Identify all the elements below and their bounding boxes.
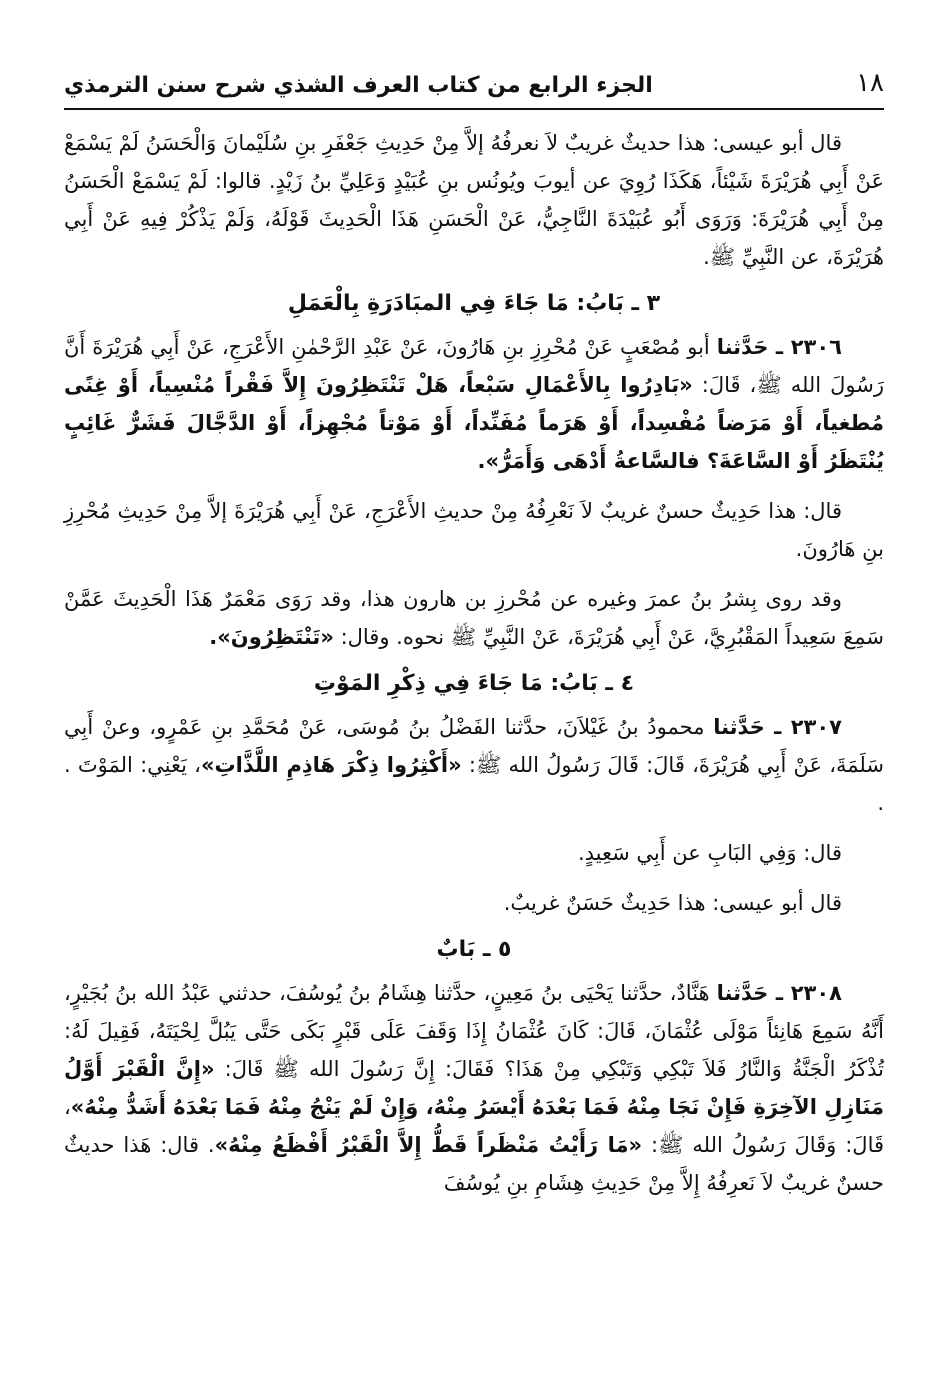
hadith-isnad: هَنَّادٌ، حدَّثنا يَحْيَى بنُ مَعِينٍ، حدَّثنا هِشَامُ بنُ يُوسُفَ، حدثني عَبْدُ الله بنُ بُجَيْرٍ، أَنَّهُ سَمِعَ هَانِئاً مَوْلَى عُثْمَانَ، قَالَ: كَانَ عُثْمَانُ إِذَا وَقَفَ عَلَى قَبْرٍ بَكَى حَتَّى يَبُلَّ لِحْيَتَهُ، فَقِيلَ لَهُ: تُذْكَرُ الْجَنَّةُ وَالنَّارُ فَلاَ تَبْكِي وَتَبْكِي مِنْ هَذَا؟ فَقَالَ: إِنَّ رَسُولَ الله ﷺ قَالَ: xyxy=(64,981,884,1081)
hadith-tail: ، يَعْنِي: المَوْتَ . . xyxy=(64,753,884,815)
paragraph-grading-2306: قال: هذا حَدِيثٌ حسنٌ غريبٌ لاَ نَعْرِفُهُ مِنْ حديثِ الأَعْرَجِ، عَنْ أَبِي هُرَيْرَةَ إلاَّ مِنْ حَدِيثِ مُحْرِزِ بنِ هَارُونَ. xyxy=(64,499,884,561)
hadith-matn: «بَادِرُوا بِالأَعْمَالِ سَبْعاً، هَلْ تَنْتَظِرُونَ إِلاَّ فَقْراً مُنْسِياً، أَوْ غِنًى مُطغياً، أَوْ مَرَضاً مُفْسِداً، أَوْ هَرَماً مُفَنِّداً، أَوْ مَوْتاً مُجْهِزاً، أَوْ الدَّجَّالَ فَشَرٌّ غَائِبٍ يُنْتَظَرُ أَوْ السَّاعَةَ؟ فالسَّاعةُ أَدْهَى وَأَمَرُّ». xyxy=(64,373,884,473)
hadith-2306 xyxy=(64,328,884,480)
hadith-matn-2: «مَا رَأَيْتُ مَنْظَراً قَطُّ إِلاَّ الْقَبْرُ أَفْظَعُ مِنْهُ» xyxy=(214,1133,643,1157)
running-title: الجزء الرابع من كتاب العرف الشذي شرح سنن الترمذي xyxy=(64,73,653,98)
chapter-heading-5: ٥ ـ بَابٌ xyxy=(436,937,512,962)
paragraph-abu-isa-comment: قال أبو عيسى: هذا حديثٌ غريبٌ لاَ نعرفُهُ إلاَّ مِنْ حَدِيثِ جَعْفَرِ بنِ سُلَيْمانَ وَالْحَسَنُ لَمْ يَسْمَعْ عَنْ أَبِي هُرَيْرَةَ شَيْئاً، هَكَذَا رُوِيَ عن أيوبَ ويُونُس بنِ عُبَيْدٍ وَعَلِيِّ بنُ زَيْدٍ. قالوا: لَمْ يَسْمَعْ الْحَسَنُ مِنْ أَبِي هُرَيْرَةَ: وَرَوَى أَبُو عُبَيْدَةَ النَّاجِيُّ، عَنْ الْحَسَنِ هَذَا الْحَدِيثَ قَوْلَهُ، وَلَمْ يَذْكُرْ فِيهِ عَنْ أَبِي هُرَيْرَةَ، عن النَّبِيِّ ﷺ. xyxy=(64,131,884,269)
page-header xyxy=(64,64,884,110)
page-number: ١٨ xyxy=(856,68,884,98)
hadith-matn: «أَكْثِرُوا ذِكْرَ هَاذِمِ اللَّذَّاتِ» xyxy=(200,753,462,777)
hadith-isnad: محمودُ بنُ غَيْلاَنَ، حدَّثنا الفَضْلُ بنُ مُوسَى، عَنْ مُحَمَّدِ بنِ عَمْرٍو، وعنْ أَبِي سَلَمَةَ، عَنْ أَبِي هُرَيْرَةَ، قَالَ: قَالَ رَسُولُ الله ﷺ: xyxy=(64,715,884,777)
paragraph-bab-note: قال: وَفِي البَابِ عن أَبِي سَعِيدٍ. xyxy=(577,841,842,865)
hadith-tail: . قال: هَذا حديثٌ حسنٌ غريبٌ لاَ نَعرِفُهُ إِلاَّ مِنْ حَدِيثِ هِشَامِ بنِ يُوسُفَ xyxy=(64,1133,884,1195)
hadith-number: ٢٣٠٨ ـ حَدَّثنا xyxy=(716,981,842,1005)
narration-note-bold: «تَنْتَظِرُونَ». xyxy=(209,625,334,649)
hadith-matn-1: «إِنَّ الْقَبْرَ أَوَّلُ مَنَازِلِ الآخِرَةِ فَإِنْ نَجَا مِنْهُ فَمَا بَعْدَهُ أَيْسَرُ مِنْهُ، وَإِنْ لَمْ يَنْجُ مِنْهُ فَمَا بَعْدَهُ أَشَدُّ مِنْهُ» xyxy=(64,1057,884,1119)
hadith-number: ٢٣٠٦ ـ حَدَّثنا xyxy=(716,335,842,359)
paragraph-grading-2307: قال أبو عيسى: هذا حَدِيثٌ حَسَنٌ غريبٌ. xyxy=(503,891,842,915)
hadith-number: ٢٣٠٧ ـ حَدَّثنا xyxy=(713,715,842,739)
hadith-mid: ، قَالَ: وَقَالَ رَسُولُ الله ﷺ: xyxy=(64,1095,885,1157)
book-page xyxy=(64,64,884,1354)
hadith-isnad: أبو مُصْعَبٍ عَنْ مُحْرِزِ بنِ هَارُونَ، عَنْ عَبْدِ الرَّحْمٰنِ الأَعْرَجِ، عَنْ أَبِي هُرَيْرَةَ أَنَّ رَسُولَ الله ﷺ، قَالَ: xyxy=(64,335,885,397)
hadith-2307 xyxy=(64,708,884,822)
narration-note-text: وقد روى بِشرُ بنُ عمرَ وغيره عن مُحْرزِ بن هارون هذا، وقد رَوَى مَعْمَرٌ هَذَا الْحَدِيثَ عَمَّنْ سَمِعَ سَعِيداً المَقْبُرِيَّ، عَنْ أَبِي هُرَيْرَةَ، عَنْ النَّبِيِّ ﷺ نحوه. وقال: xyxy=(64,587,884,649)
chapter-heading-3: ٣ ـ بَابُ: مَا جَاءَ فِي المبَادَرَةِ بِالْعَمَلِ xyxy=(287,291,661,316)
page-content xyxy=(64,124,884,1202)
hadith-2308 xyxy=(64,974,884,1202)
chapter-heading-4: ٤ ـ بَابُ: مَا جَاءَ فِي ذِكْرِ المَوْتِ xyxy=(313,671,635,696)
paragraph-narration-note xyxy=(64,580,884,656)
